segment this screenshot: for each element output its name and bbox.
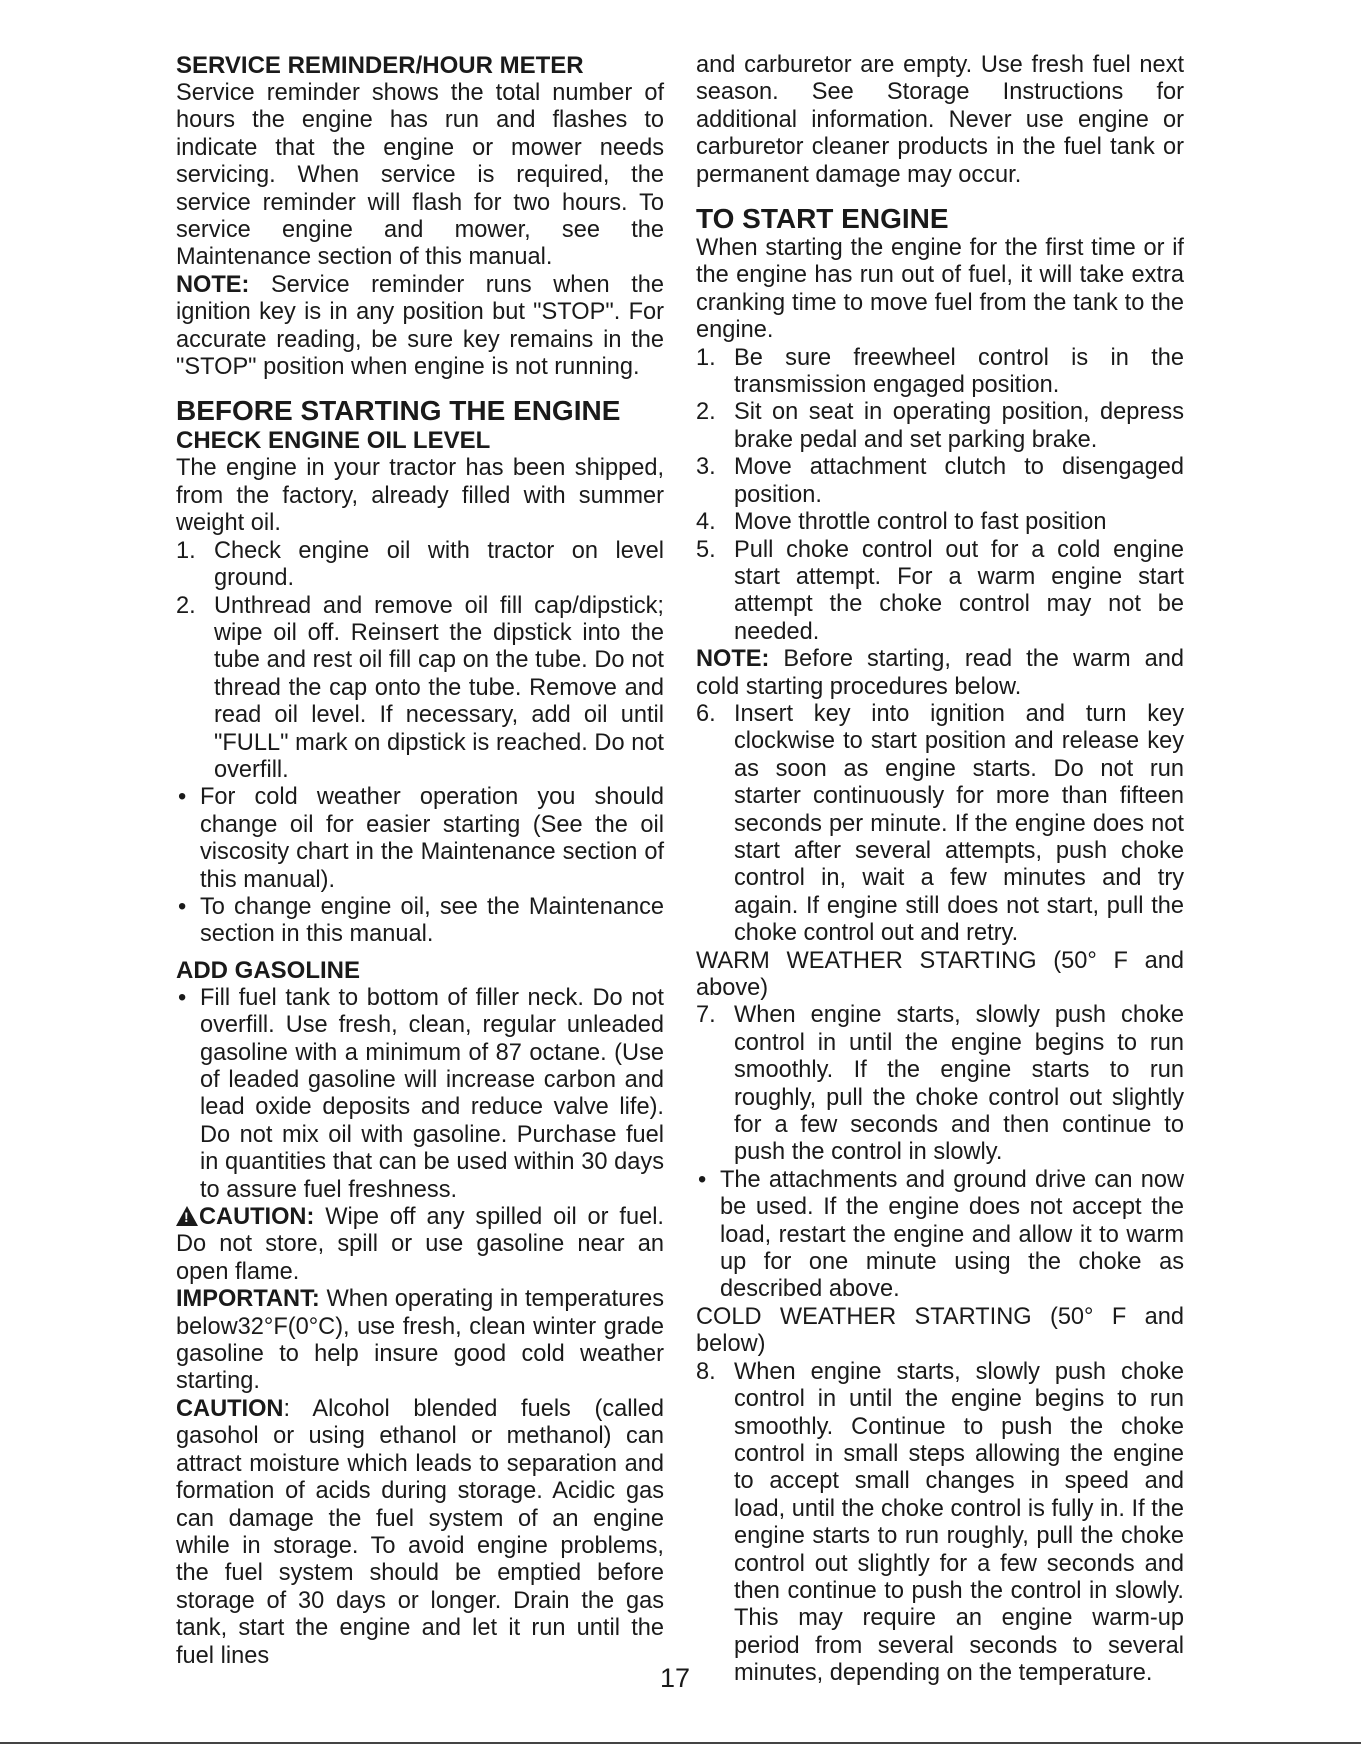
start-step-1 <box>696 345 1184 400</box>
bullet-text: Fill fuel tank to bottom of filler neck. Do not overfill. Use fresh, clean, regular unleaded gasoline with a minimum of 87 octane. (Use of leaded gasoline will increase carbon and lead oxide deposits and reduce valve life). Do not mix oil with gasoline. Purchase fuel in quantities that can be used within 30 days to assure fuel freshness. <box>200 984 664 1203</box>
start-step-8 <box>696 1359 1184 1688</box>
bullet-text: To change engine oil, see the Maintenance section in this manual. <box>200 893 664 948</box>
oil-step-1 <box>176 538 664 593</box>
step-number: 5. <box>696 536 716 563</box>
step-text: Unthread and remove oil fill cap/dipstick; wipe oil off. Reinsert the dipstick into the tube and rest oil fill cap on the tube. Do not thread the cap onto the tube. Remove and read oil level. If necessary, add oil until "FULL" mark on dipstick is reached. Do not overfill. <box>214 592 664 783</box>
note-text: Before starting, read the warm and cold starting procedures below. <box>696 646 1184 700</box>
bullet-icon: • <box>698 1166 707 1193</box>
start-step-3 <box>696 454 1184 509</box>
bullet-icon: • <box>178 984 187 1011</box>
page-number: 17 <box>660 1663 691 1693</box>
note-label: NOTE: <box>176 271 250 298</box>
step-number: 6. <box>696 700 716 727</box>
footer-rule <box>0 1742 1361 1744</box>
service-reminder-text: Service reminder shows the total number of hours the engine has run and flashes to indicate that the engine or mower needs servicing. When service is required, the service reminder will flash for two hours. To service engine and mower, see the Maintenance section of this manual. <box>176 80 664 271</box>
important-text: When operating in temperatures below32°F(0°C), use fresh, clean winter grade gasoline to help insure good cold weather starting. <box>176 1286 664 1395</box>
start-note <box>696 646 1184 701</box>
step-number: 4. <box>696 509 716 536</box>
start-step-5 <box>696 537 1184 647</box>
step-number: 3. <box>696 454 716 481</box>
start-step-6 <box>696 701 1184 948</box>
start-step-7 <box>696 1002 1184 1166</box>
important-cold <box>176 1286 664 1396</box>
to-start-engine-heading: TO START ENGINE <box>696 203 949 235</box>
service-note <box>176 272 664 382</box>
add-gasoline-heading: ADD GASOLINE <box>176 956 361 984</box>
caution-label: CAUTION: <box>199 1204 315 1231</box>
step-text: Insert key into ignition and turn key clockwise to start position and release key as soon as engine starts. Do not run starter continuously for more than fifteen seconds per minute. If the engine does not start after several attempts, push choke control in, wait a few minutes and try again. If engine still does not start, pull the choke control out and retry. <box>734 700 1184 947</box>
warning-triangle-icon <box>176 1206 198 1226</box>
step-text: Be sure freewheel control is in the transmission engaged position. <box>734 344 1184 399</box>
step-number: 1. <box>176 537 196 564</box>
oil-bullet-cold <box>176 784 664 894</box>
cold-weather-heading: COLD WEATHER STARTING (50° F and below) <box>696 1303 1184 1358</box>
left-column <box>176 52 664 1670</box>
right-column <box>696 52 1184 1688</box>
check-oil-heading: CHECK ENGINE OIL LEVEL <box>176 427 491 455</box>
bullet-icon: • <box>178 893 187 920</box>
note-label: NOTE: <box>696 646 770 673</box>
step-text: When engine starts, slowly push choke control in until the engine begins to run smoothly. If the engine starts to run roughly, pull the choke control out slightly for a few seconds and then continue to push the control in slowly. <box>734 1002 1184 1166</box>
gasoline-bullet <box>176 985 664 1204</box>
step-number: 2. <box>176 592 196 619</box>
step-text: When engine starts, slowly push choke control in until the engine begins to run smoothly. Continue to push the choke control in small steps allowing the engine to accept small changes in speed and load, until the choke control is fully in. If the engine starts to run roughly, pull the choke control out slightly for a few seconds and then continue to push the control in slowly. This may require an engine warm-up period from several seconds to several minutes, depending on the temperature. <box>734 1358 1184 1687</box>
step-text: Sit on seat in operating position, depress brake pedal and set parking brake. <box>734 399 1184 453</box>
step-text: Pull choke control out for a cold engine start attempt. For a warm engine start attempt the choke control may not be needed. <box>734 536 1184 645</box>
oil-bullet-change <box>176 894 664 949</box>
oil-step-2 <box>176 593 664 785</box>
step-text: Check engine oil with tractor on level ground. <box>214 537 664 592</box>
step-number: 7. <box>696 1002 716 1029</box>
continued-text: and carburetor are empty. Use fresh fuel next season. See Storage Instructions for additional information. Never use engine or carburetor cleaner products in the fuel tank or permanent damage may occur. <box>696 52 1184 188</box>
caution-text: : Alcohol blended fuels (called gasohol or using ethanol or methanol) can attract moisture which leads to separation and formation of acids during storage. Acidic gas can damage the fuel system of an engine while in storage. To avoid engine problems, the fuel system should be emptied before storage of 30 days or longer. Drain the gas tank, start the engine and let it run until the fuel lines <box>176 1395 664 1669</box>
caution-text: Wipe off any spilled oil or fuel. Do not store, spill or use gasoline near an open flame. <box>176 1204 664 1285</box>
step-text: Move throttle control to fast position <box>734 509 1107 536</box>
bullet-text: The attachments and ground drive can now be used. If the engine does not accept the load, restart the engine and allow it to warm up for one minute using the choke as described above. <box>720 1166 1184 1303</box>
step-number: 2. <box>696 399 716 426</box>
service-reminder-heading: SERVICE REMINDER/HOUR METER <box>176 52 584 79</box>
before-starting-heading: BEFORE STARTING THE ENGINE <box>176 395 621 427</box>
bullet-icon: • <box>178 784 187 811</box>
note-text: Service reminder runs when the ignition key is in any position but "STOP". For accurate reading, be sure key remains in the "STOP" position when engine is not running. <box>176 271 664 381</box>
warm-weather-heading: WARM WEATHER STARTING (50° F and above) <box>696 947 1184 1001</box>
bullet-text: For cold weather operation you should change oil for easier starting (See the oil viscosity chart in the Maintenance section of this manual). <box>200 784 664 893</box>
warm-bullet <box>696 1167 1184 1304</box>
check-oil-intro: The engine in your tractor has been shipped, from the factory, already filled with summer weight oil. <box>176 455 664 537</box>
start-step-4 <box>696 509 1184 536</box>
step-number: 8. <box>696 1358 716 1385</box>
important-label: IMPORTANT: <box>176 1286 320 1313</box>
start-step-2 <box>696 399 1184 454</box>
caution-spill <box>176 1204 664 1286</box>
step-text: Move attachment clutch to disengaged position. <box>734 454 1184 508</box>
start-intro: When starting the engine for the first time or if the engine has run out of fuel, it will take extra cranking time to move fuel from the tank to the engine. <box>696 235 1184 344</box>
caution-alcohol <box>176 1396 664 1670</box>
step-number: 1. <box>696 344 716 371</box>
caution-label: CAUTION <box>176 1395 284 1422</box>
